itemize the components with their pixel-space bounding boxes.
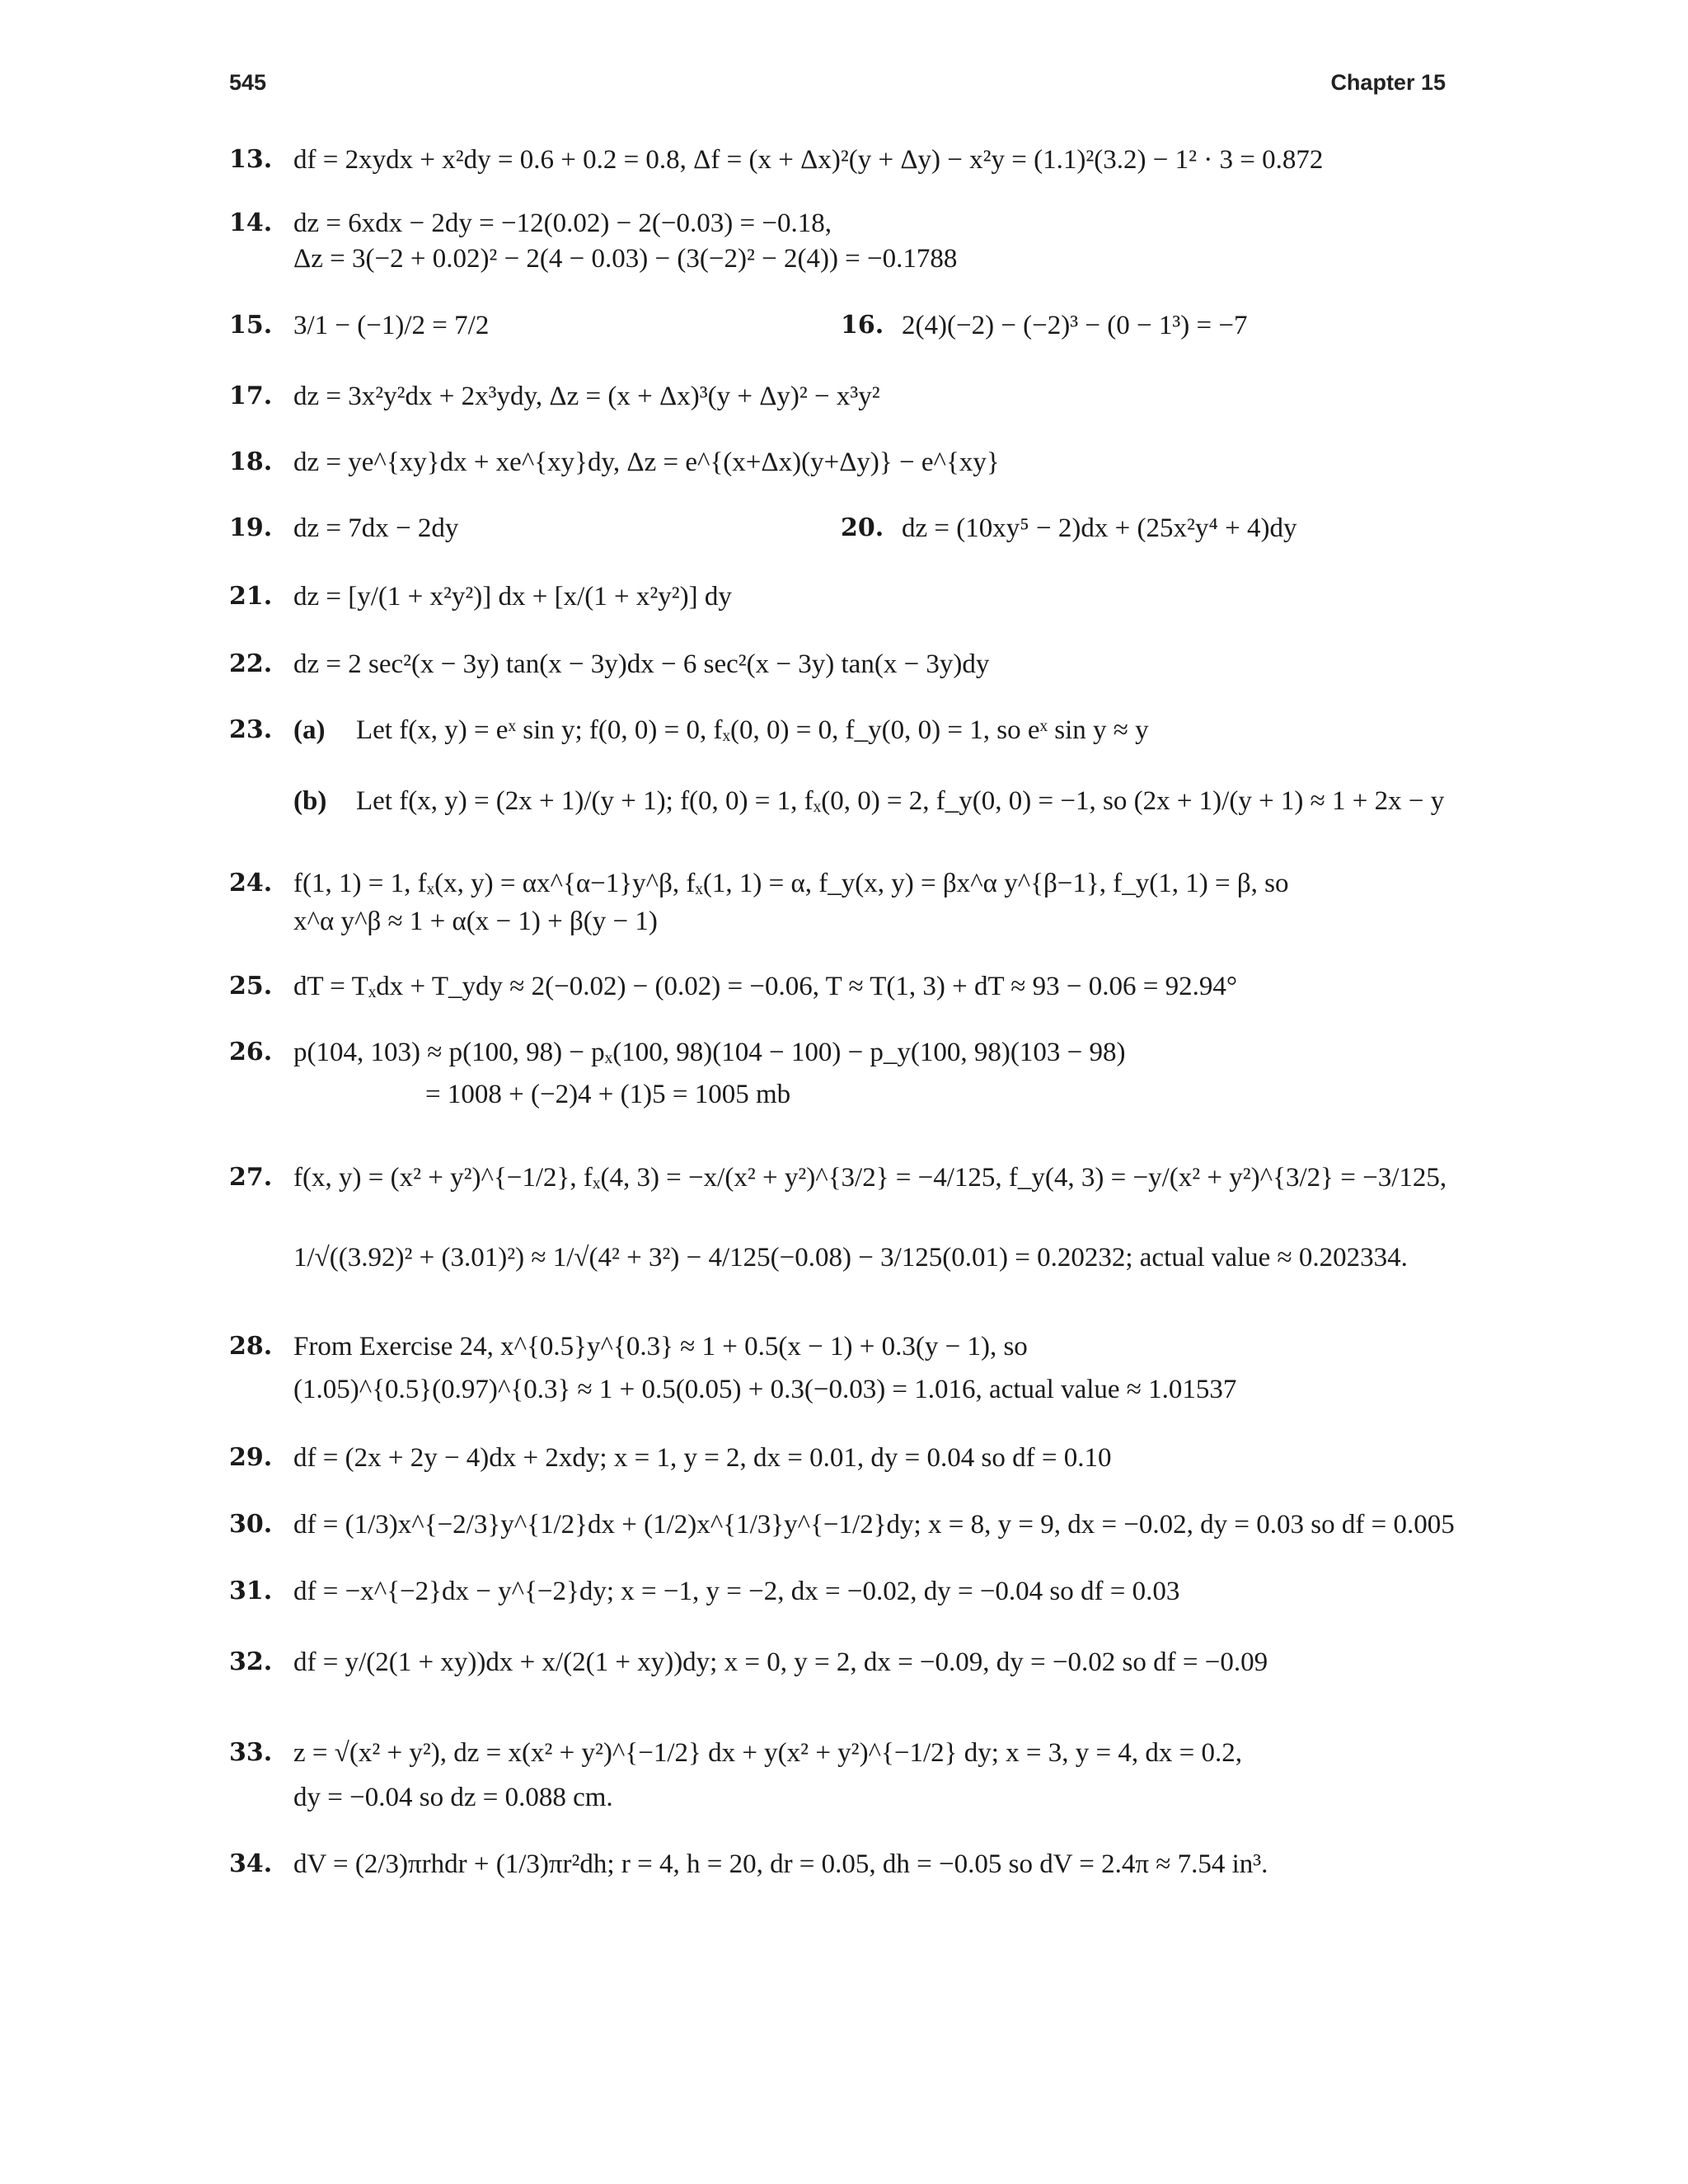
exercise-text: From Exercise 24, x^{0.5}y^{0.3} ≈ 1 + 0.5(x − 1) + 0.3(y − 1), so: [293, 1332, 1028, 1361]
exercise-text: dz = ye^{xy}dx + xe^{xy}dy, Δz = e^{(x+Δx)(y+Δy)} − e^{xy}: [293, 448, 1000, 477]
exercise-number: 23.: [229, 715, 273, 744]
exercise-number: 15.: [229, 311, 273, 340]
exercise-text: x^α y^β ≈ 1 + α(x − 1) + β(y − 1): [293, 907, 658, 936]
exercise-number: 29.: [229, 1443, 273, 1472]
exercise-text: dz = (10xy⁵ − 2)dx + (25x²y⁴ + 4)dy: [902, 513, 1297, 543]
exercise-number: 22.: [229, 649, 273, 678]
page-number: 545: [229, 70, 267, 95]
exercise-text: df = y/(2(1 + xy))dx + x/(2(1 + xy))dy; x = 0, y = 2, dx = −0.09, dy = −0.02 so df = −0.09: [293, 1647, 1268, 1677]
exercise-text: 1/√((3.92)² + (3.01)²) ≈ 1/√(4² + 3²) − 4/125(−0.08) − 3/125(0.01) = 0.20232; actual value ≈ 0.202334.: [293, 1243, 1408, 1272]
exercise-text: Let f(x, y) = eˣ sin y; f(0, 0) = 0, fₓ(0, 0) = 0, f_y(0, 0) = 1, so eˣ sin y ≈ y: [356, 715, 1149, 745]
exercise-number: 28.: [229, 1332, 273, 1361]
exercise-text: f(1, 1) = 1, fₓ(x, y) = αx^{α−1}y^β, fₓ(1, 1) = α, f_y(x, y) = βx^α y^{β−1}, f_y(1, 1) = β, so: [293, 869, 1289, 898]
exercise-text: Let f(x, y) = (2x + 1)/(y + 1); f(0, 0) = 1, fₓ(0, 0) = 2, f_y(0, 0) = −1, so (2x + 1)/(y + 1) ≈ 1 + 2x − y: [356, 786, 1445, 816]
exercise-number: 27.: [229, 1163, 273, 1192]
exercise-number: 21.: [229, 582, 273, 611]
exercise-number: 30.: [229, 1510, 273, 1539]
exercise-number: 18.: [229, 448, 273, 476]
exercise-number: 20.: [841, 513, 884, 542]
exercise-text: = 1008 + (−2)4 + (1)5 = 1005 mb: [425, 1080, 791, 1109]
exercise-number: 31.: [229, 1577, 273, 1605]
exercise-text: df = 2xydx + x²dy = 0.6 + 0.2 = 0.8, Δf = (x + Δx)²(y + Δy) − x²y = (1.1)²(3.2) − 1² · 3 = 0.872: [293, 145, 1324, 175]
exercise-number: 32.: [229, 1647, 273, 1676]
exercise-text: (1.05)^{0.5}(0.97)^{0.3} ≈ 1 + 0.5(0.05) + 0.3(−0.03) = 1.016, actual value ≈ 1.01537: [293, 1375, 1237, 1404]
exercise-text: df = (1/3)x^{−2/3}y^{1/2}dx + (1/2)x^{1/3}y^{−1/2}dy; x = 8, y = 9, dx = −0.02, dy = 0.03 so df = 0.005: [293, 1510, 1455, 1540]
exercise-text: dy = −0.04 so dz = 0.088 cm.: [293, 1783, 613, 1812]
exercise-text: Δz = 3(−2 + 0.02)² − 2(4 − 0.03) − (3(−2)² − 2(4)) = −0.1788: [293, 244, 958, 274]
exercise-number: 19.: [229, 513, 273, 542]
exercise-text: df = −x^{−2}dx − y^{−2}dy; x = −1, y = −2, dx = −0.02, dy = −0.04 so df = 0.03: [293, 1577, 1180, 1606]
exercise-text: 2(4)(−2) − (−2)³ − (0 − 1³) = −7: [902, 311, 1248, 340]
exercise-text: f(x, y) = (x² + y²)^{−1/2}, fₓ(4, 3) = −x/(x² + y²)^{3/2} = −4/125, f_y(4, 3) = −y/(x² + y²)^{3/2} = −3/125,: [293, 1163, 1447, 1193]
exercise-number: 24.: [229, 869, 273, 898]
exercise-text: dz = 6xdx − 2dy = −12(0.02) − 2(−0.03) = −0.18,: [293, 209, 832, 238]
exercise-text: z = √(x² + y²), dz = x(x² + y²)^{−1/2} dx + y(x² + y²)^{−1/2} dy; x = 3, y = 4, dx = 0.2,: [293, 1738, 1243, 1768]
exercise-text: dV = (2/3)πrhdr + (1/3)πr²dh; r = 4, h = 20, dr = 0.05, dh = −0.05 so dV = 2.4π ≈ 7.54 in³.: [293, 1849, 1268, 1879]
exercise-text: df = (2x + 2y − 4)dx + 2xdy; x = 1, y = 2, dx = 0.01, dy = 0.04 so df = 0.10: [293, 1443, 1112, 1473]
exercise-text: p(104, 103) ≈ p(100, 98) − pₓ(100, 98)(104 − 100) − p_y(100, 98)(103 − 98): [293, 1038, 1126, 1067]
exercise-text: 3/1 − (−1)/2 = 7/2: [293, 311, 490, 340]
exercise-text: dz = 3x²y²dx + 2x³ydy, Δz = (x + Δx)³(y + Δy)² − x³y²: [293, 382, 880, 411]
exercise-number: 34.: [229, 1849, 273, 1878]
exercise-number: 16.: [841, 311, 884, 340]
chapter-title: Chapter 15: [1330, 70, 1446, 95]
part-label: (b): [293, 786, 327, 816]
exercise-text: dT = Tₓdx + T_ydy ≈ 2(−0.02) − (0.02) = −0.06, T ≈ T(1, 3) + dT ≈ 93 − 0.06 = 92.94°: [293, 972, 1238, 1001]
exercise-number: 14.: [229, 209, 273, 237]
exercise-number: 33.: [229, 1738, 273, 1767]
exercise-text: dz = 7dx − 2dy: [293, 513, 459, 543]
part-label: (a): [293, 715, 326, 745]
exercise-number: 13.: [229, 145, 273, 174]
exercise-number: 17.: [229, 382, 273, 410]
exercise-text: dz = [y/(1 + x²y²)] dx + [x/(1 + x²y²)] dy: [293, 582, 732, 612]
exercise-number: 25.: [229, 972, 273, 1001]
exercise-number: 26.: [229, 1038, 273, 1066]
exercise-text: dz = 2 sec²(x − 3y) tan(x − 3y)dx − 6 sec²(x − 3y) tan(x − 3y)dy: [293, 649, 990, 679]
